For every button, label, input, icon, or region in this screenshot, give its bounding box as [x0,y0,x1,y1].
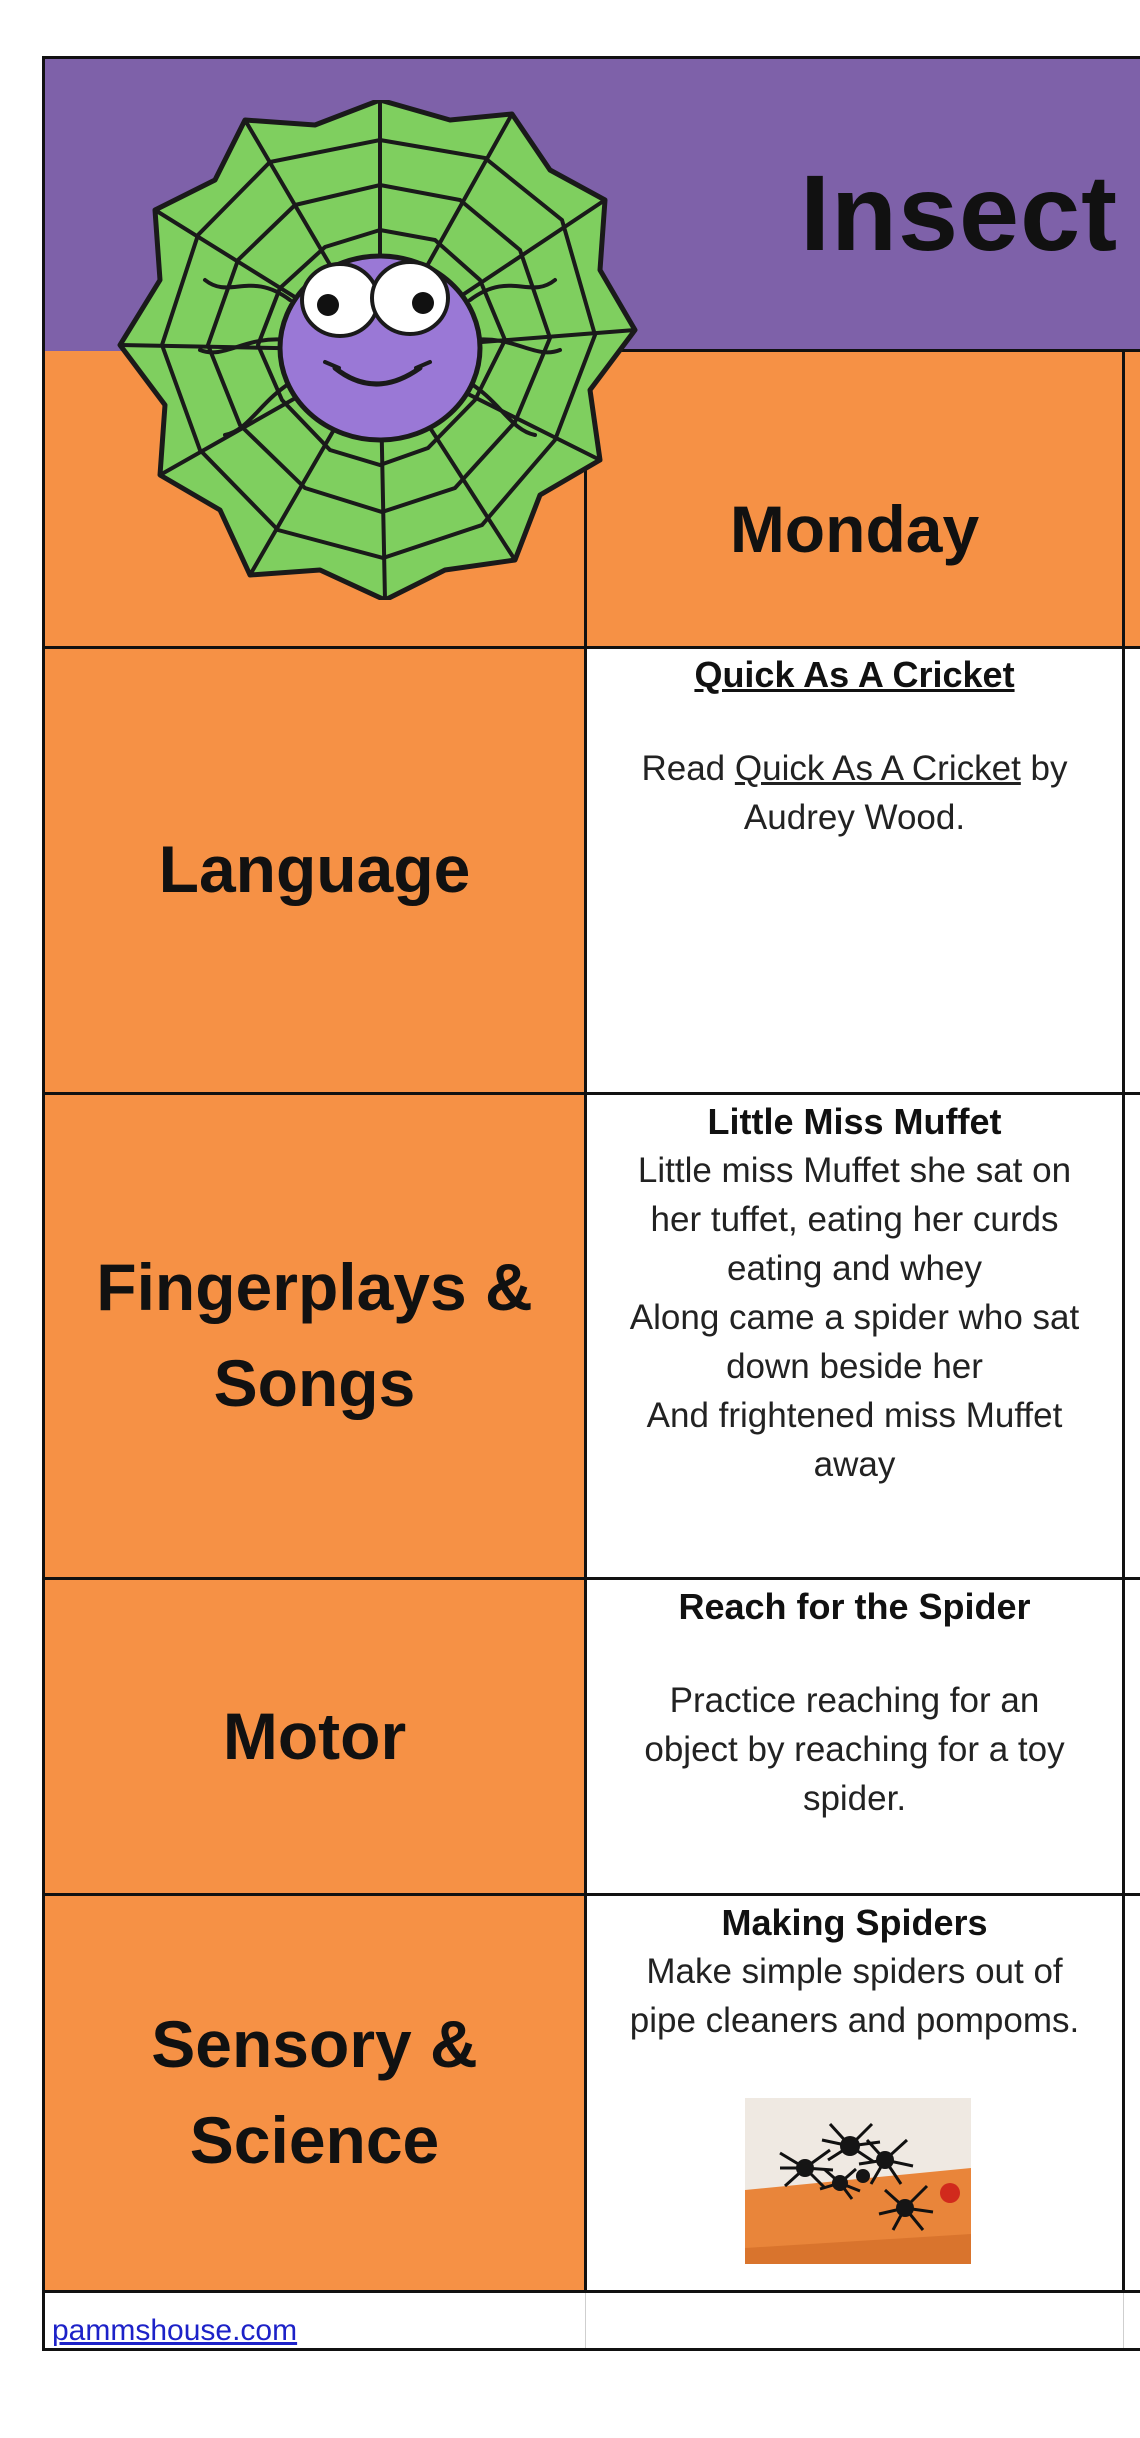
activity-text: Read Quick As A Cricket by [641,749,1068,788]
activity-heading: Quick As A Cricket [694,654,1015,695]
page-title: Insect [800,152,1119,273]
activity-text-line: pipe cleaners and pompoms. [629,2001,1080,2040]
grid-line [44,56,1140,59]
activity-text-line: eating and whey [727,1249,982,1288]
day-header-next [1125,351,1140,646]
activity-heading: Making Spiders [721,1902,988,1943]
row-label-text: Motor [222,1698,407,1773]
grid-line [585,349,1140,352]
activity-text-line: Practice reaching for an [669,1681,1040,1720]
row-label-sensory [44,1896,585,2290]
activity-text-line: her tuffet, eating her curds [650,1200,1059,1239]
activity-text-line: away [813,1445,896,1484]
activity-heading: Reach for the Spider [678,1586,1031,1627]
grid-line [44,646,1140,649]
source-link[interactable]: pammshouse.com [52,2314,298,2347]
row-label-language [44,648,585,1092]
activity-text-line: Make simple spiders out of [646,1952,1063,1991]
row-label-text: Fingerplays & Songs [96,1250,533,1420]
grid-line [44,2290,1140,2293]
grid-line [42,56,45,2351]
grid-line [44,2348,1140,2351]
activity-text-line: down beside her [726,1347,983,1386]
day-header-monday [587,351,1122,646]
grid-line [1122,349,1125,2293]
grid-line [44,1092,1140,1095]
grid-line [585,2293,586,2348]
spider-web-icon [110,100,650,600]
row-label-text: Sensory & Science [151,2007,478,2177]
activity-text-line: object by reaching for a toy [644,1730,1065,1769]
activity-text-line: Little miss Muffet she sat on [637,1151,1072,1190]
row-label-text: Language [158,832,471,907]
spider-craft-photo [745,2098,971,2264]
activity-heading: Little Miss Muffet [707,1101,1002,1142]
day-label: Monday [729,491,980,566]
activity-text-line: And frightened miss Muffet [646,1396,1063,1435]
grid-line [584,349,587,2293]
book-title: Quick As A Cricket [734,749,1021,788]
cell-language-monday [587,648,1122,1092]
row-label-motor [44,1580,585,1893]
activity-text-line: spider. [802,1779,907,1818]
grid-line [1123,2293,1124,2348]
grid-line [44,1893,1140,1896]
activity-text-line: Audrey Wood. [743,798,966,837]
grid-line [44,1577,1140,1580]
activity-text-line: Along came a spider who sat [629,1298,1080,1337]
row-label-fingerplays [44,1095,585,1577]
cell-motor-monday [587,1580,1122,1893]
cell-fingerplays-monday [587,1095,1122,1577]
